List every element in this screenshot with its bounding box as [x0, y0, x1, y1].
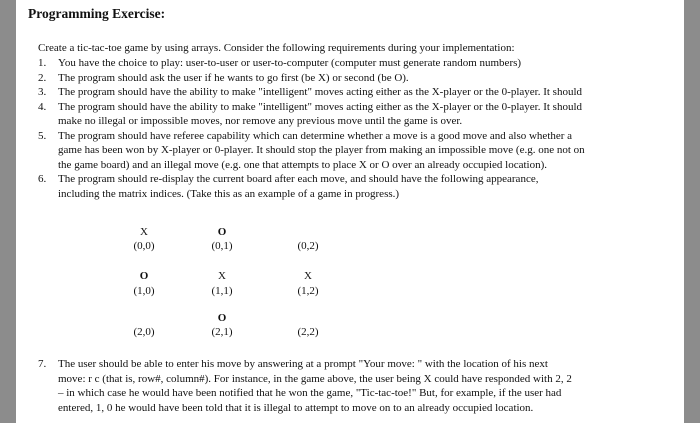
requirement-item [38, 100, 676, 129]
item-number: 5. [38, 129, 47, 142]
board-cell-index: (0,1) [211, 240, 233, 252]
board-cell-index: (0,0) [133, 240, 155, 252]
board-cell-index: (2,0) [133, 326, 155, 338]
board-cell-mark: O [217, 226, 227, 238]
item-number: 7. [38, 358, 47, 370]
requirement-item-7 [38, 357, 676, 415]
item-text: The program should ask the user if he wants to go first (be X) or second (be O). [58, 71, 409, 84]
item-text: move: r c (that is, row#, column#). For instance, in the game above, the user being X could have responded with 2, 2 [58, 372, 572, 385]
board-cell-mark: X [140, 226, 148, 238]
board-cell-index: (1,1) [211, 285, 233, 297]
item-text: The program should have referee capability which can determine whether a move is a good move and also whether a [58, 129, 573, 142]
item-text: You have the choice to play: user-to-user or user-to-computer (computer must generate random numbers) [58, 57, 522, 69]
item-text: game has been won by X-player or 0-player. It should stop the player from making an impossible move (e.g. one not on [58, 144, 585, 156]
item-text: the game board) and an illegal move (e.g. one that attempts to place X or O over an already occupied location). [58, 158, 548, 171]
item-number: 6. [38, 173, 47, 185]
board-cell-mark: X [218, 270, 226, 282]
intro-paragraph: Create a tic-tac-toe game by using arrays. Consider the following requirements during your implementation: [38, 42, 515, 54]
requirement-item [38, 71, 676, 86]
item-text: entered, 1, 0 he would have been told that it is illegal to attempt to move on to an already occupied location. [58, 401, 534, 414]
item-number: 1. [38, 57, 47, 69]
item-number: 4. [38, 100, 47, 113]
document-page [16, 0, 684, 423]
requirement-item [38, 56, 676, 71]
requirement-item [38, 172, 676, 201]
board-cell-index: (0,2) [297, 240, 319, 252]
item-text: The program should have the ability to make "intelligent" moves acting either as the X-player or the 0-player. It should [58, 86, 582, 98]
item-number: 2. [38, 71, 47, 84]
item-text: The program should have the ability to make "intelligent" moves acting either as the X-player or the 0-player. It should [58, 100, 582, 113]
requirement-item [38, 129, 676, 173]
board-cell-index: (1,0) [133, 285, 155, 297]
item-number: 3. [38, 86, 47, 98]
page-title: Programming Exercise: [28, 6, 166, 21]
board-cell-index: (2,1) [211, 326, 233, 338]
board-cell-index: (2,2) [297, 326, 319, 338]
requirement-item [38, 85, 676, 100]
item-text: make no illegal or impossible moves, nor remove any previous move until the game is over. [58, 115, 463, 127]
board-cell-mark: X [304, 270, 312, 282]
item-text: including the matrix indices. (Take this as an example of a game in progress.) [58, 187, 400, 200]
item-text: – in which case he would have been notified that he won the game, "Tic-tac-toe!" But, for example, if the user had [58, 387, 562, 399]
item-text: The user should be able to enter his move by answering at a prompt "Your move: " with the location of his next [58, 358, 548, 370]
board-cell-mark: O [139, 270, 149, 282]
requirements-list [38, 56, 676, 201]
item-text: The program should re-display the current board after each move, and should have the following appearance, [58, 173, 539, 185]
board-cell-index: (1,2) [297, 285, 319, 297]
board-cell-mark: O [217, 312, 227, 324]
